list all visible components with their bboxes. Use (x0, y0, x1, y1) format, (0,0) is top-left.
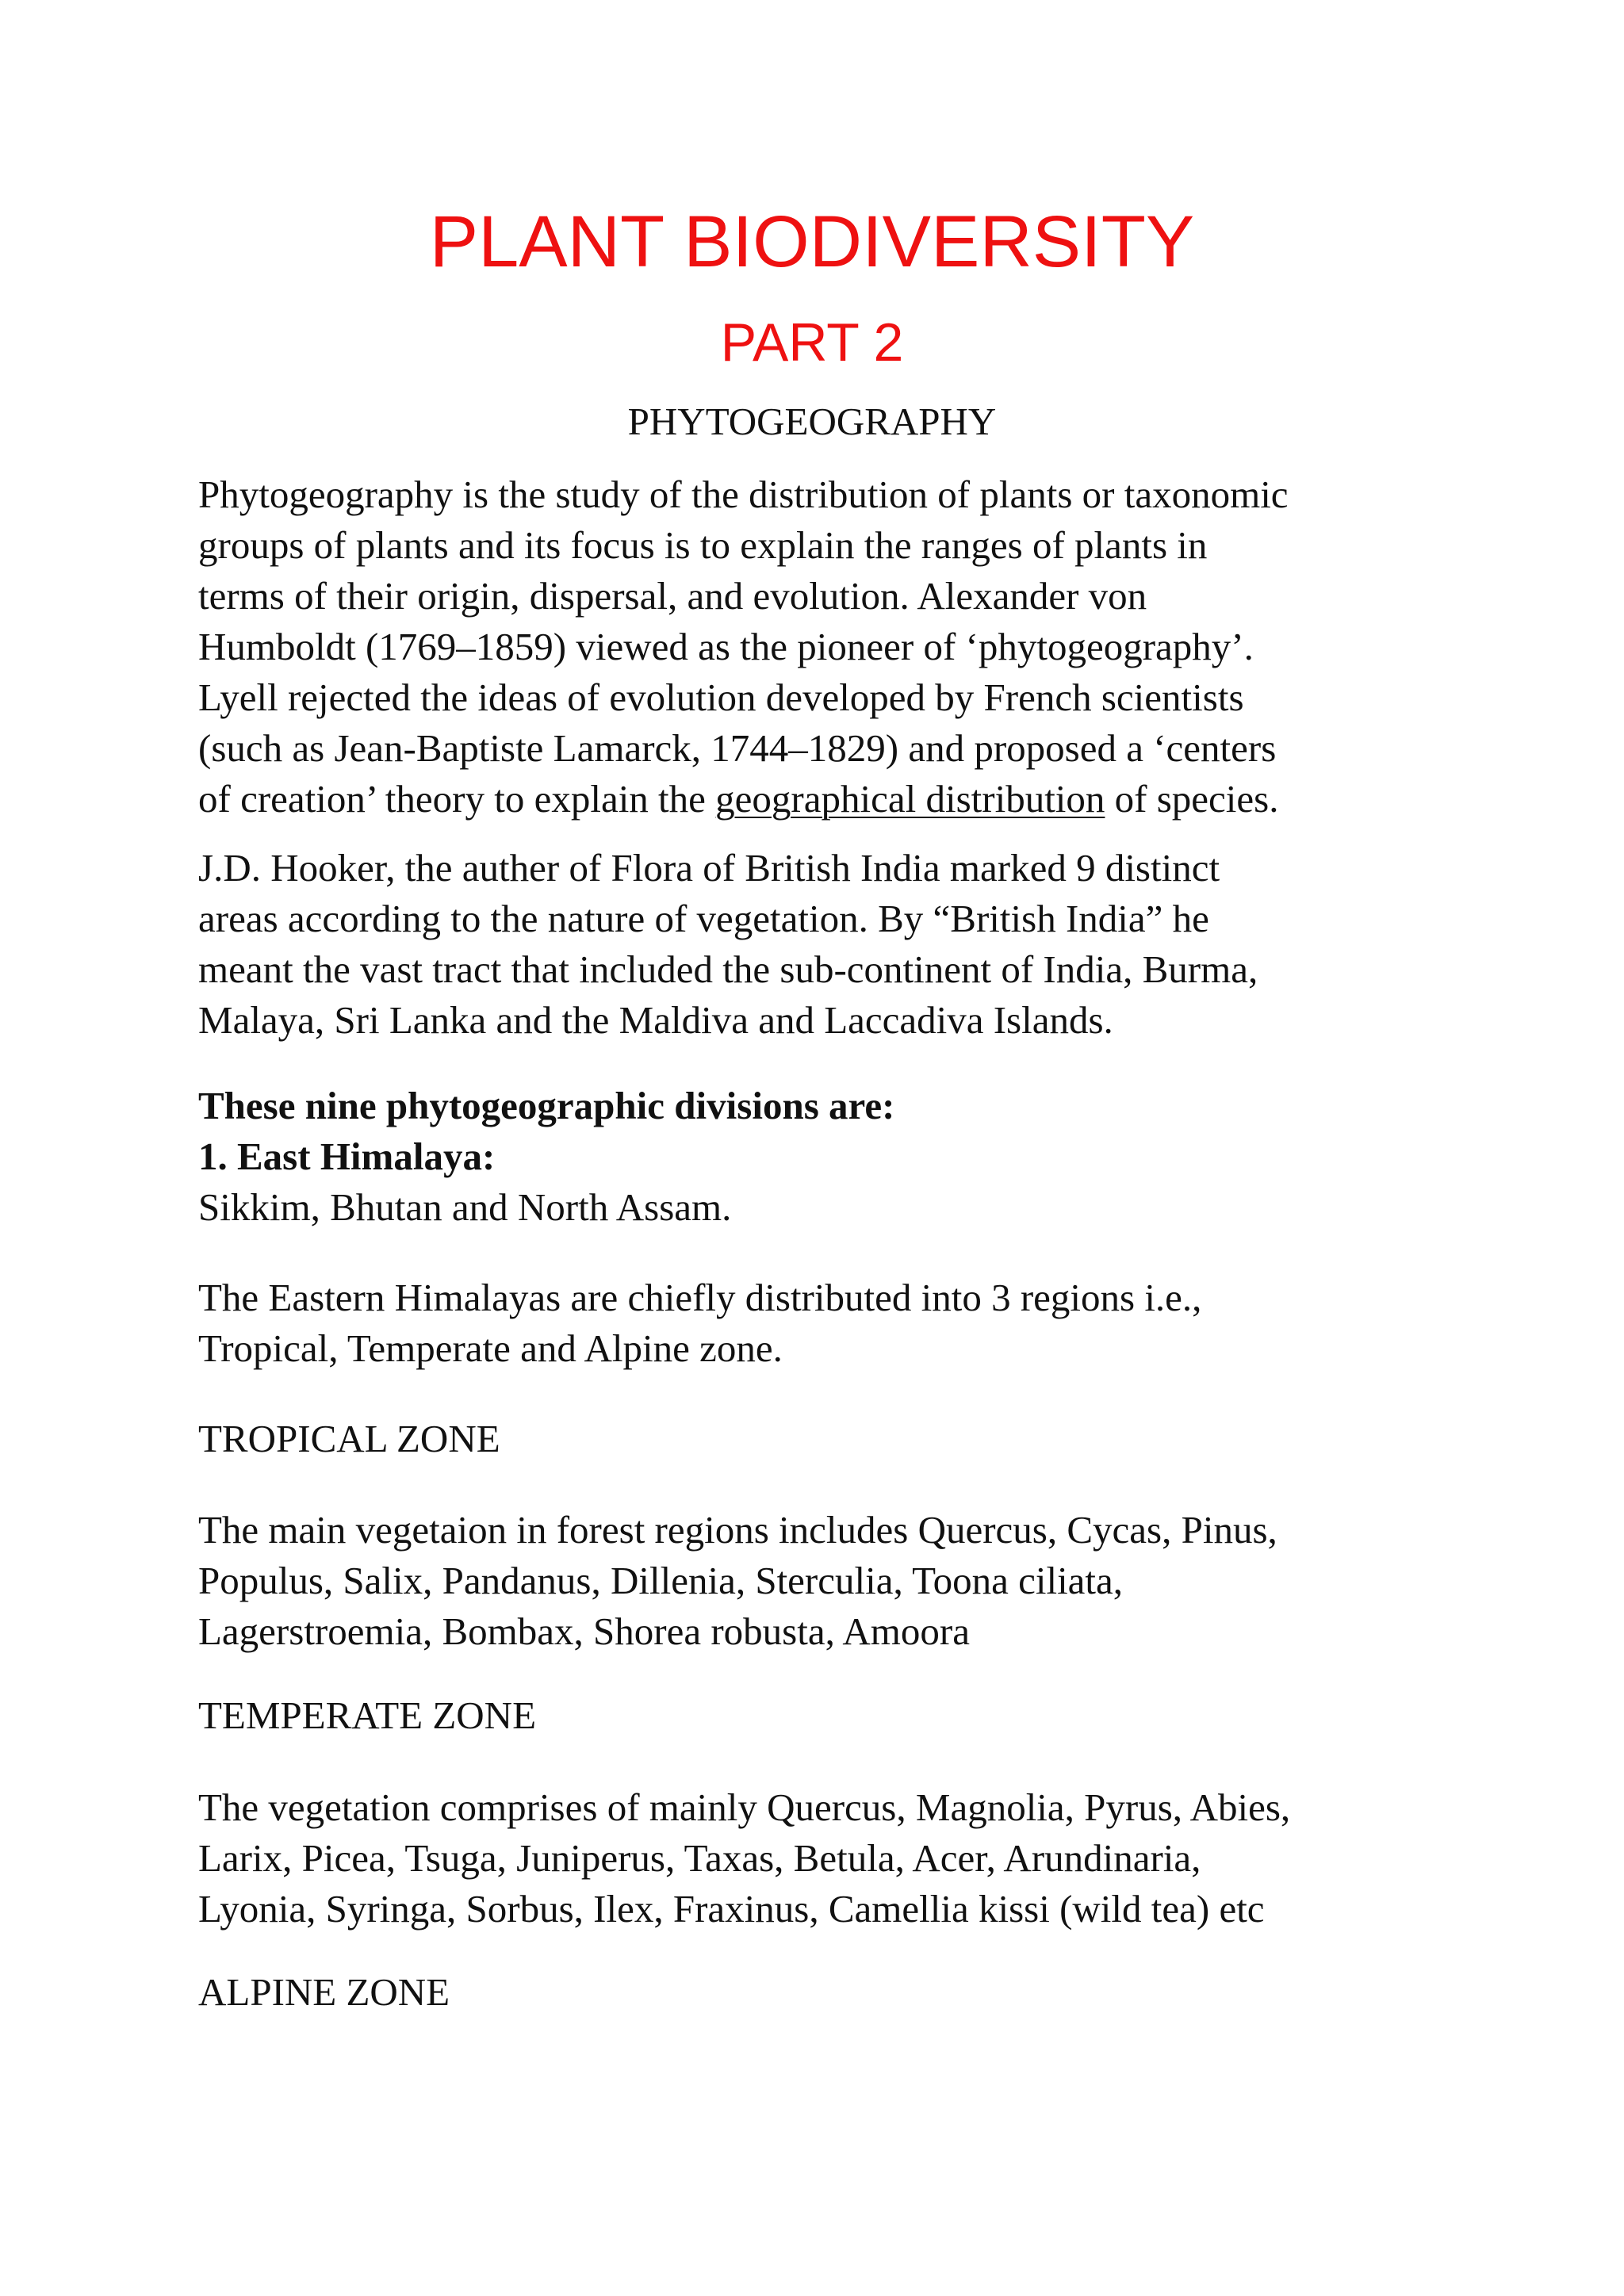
text-segment: of creation’ theory to explain the (198, 777, 716, 821)
document-title: PLANT BIODIVERSITY (429, 201, 1195, 282)
text-line: Humboldt (1769–1859) viewed as the pioneer of ‘phytogeography’. (198, 625, 1254, 668)
divisions-section (198, 1081, 1435, 1233)
text-line: The Eastern Himalayas are chiefly distributed into 3 regions i.e., (198, 1276, 1202, 1319)
temperate-zone-heading-block (198, 1690, 1435, 1741)
paragraph-temperate-zone (198, 1782, 1435, 1934)
temperate-zone-heading: TEMPERATE ZONE (198, 1693, 536, 1737)
alpine-zone-heading-block (198, 1967, 1435, 2018)
text-line: terms of their origin, dispersal, and evolution. Alexander von (198, 574, 1147, 618)
division-1-heading: 1. East Himalaya: (198, 1135, 496, 1178)
text-line: Lyonia, Syringa, Sorbus, Ilex, Fraxinus, Camellia kissi (wild tea) etc (198, 1887, 1265, 1931)
text-line: J.D. Hooker, the auther of Flora of British India marked 9 distinct (198, 846, 1220, 890)
divisions-heading: These nine phytogeographic divisions are: (198, 1084, 895, 1127)
text-line: (such as Jean-Baptiste Lamarck, 1744–1829) and proposed a ‘centers (198, 726, 1277, 770)
document-subtitle: PART 2 (720, 312, 904, 373)
paragraph-hooker (198, 843, 1435, 1046)
tropical-zone-heading-block (198, 1414, 1435, 1464)
text-line: areas according to the nature of vegetation. By “British India” he (198, 897, 1209, 940)
section-title: PHYTOGEOGRAPHY (627, 400, 997, 443)
text-line: Larix, Picea, Tsuga, Juniperus, Taxas, Betula, Acer, Arundinaria, (198, 1836, 1201, 1880)
tropical-zone-heading: TROPICAL ZONE (198, 1417, 500, 1460)
geographical-distribution-link[interactable]: geographical distribution (715, 777, 1105, 821)
text-line: Malaya, Sri Lanka and the Maldiva and Laccadiva Islands. (198, 998, 1113, 1042)
alpine-zone-heading: ALPINE ZONE (198, 1970, 450, 2014)
text-line: Tropical, Temperate and Alpine zone. (198, 1326, 783, 1370)
division-1-regions: Sikkim, Bhutan and North Assam. (198, 1185, 732, 1229)
paragraph-tropical-zone (198, 1505, 1435, 1657)
text-line: The main vegetaion in forest regions includes Quercus, Cycas, Pinus, (198, 1508, 1277, 1552)
text-line (198, 774, 1435, 825)
text-line: Lagerstroemia, Bombax, Shorea robusta, Amoora (198, 1609, 970, 1653)
text-line: Lyell rejected the ideas of evolution developed by French scientists (198, 675, 1244, 719)
text-line: Phytogeography is the study of the distribution of plants or taxonomic (198, 473, 1289, 516)
text-line: The vegetation comprises of mainly Quercus, Magnolia, Pyrus, Abies, (198, 1785, 1291, 1829)
text-line: Populus, Salix, Pandanus, Dillenia, Sterculia, Toona ciliata, (198, 1559, 1124, 1602)
paragraph-phytogeography-definition (198, 469, 1435, 825)
text-line: meant the vast tract that included the sub-continent of India, Burma, (198, 947, 1258, 991)
text-segment: of species. (1105, 777, 1279, 821)
paragraph-eastern-himalayas (198, 1272, 1435, 1374)
text-line: groups of plants and its focus is to explain the ranges of plants in (198, 523, 1208, 567)
